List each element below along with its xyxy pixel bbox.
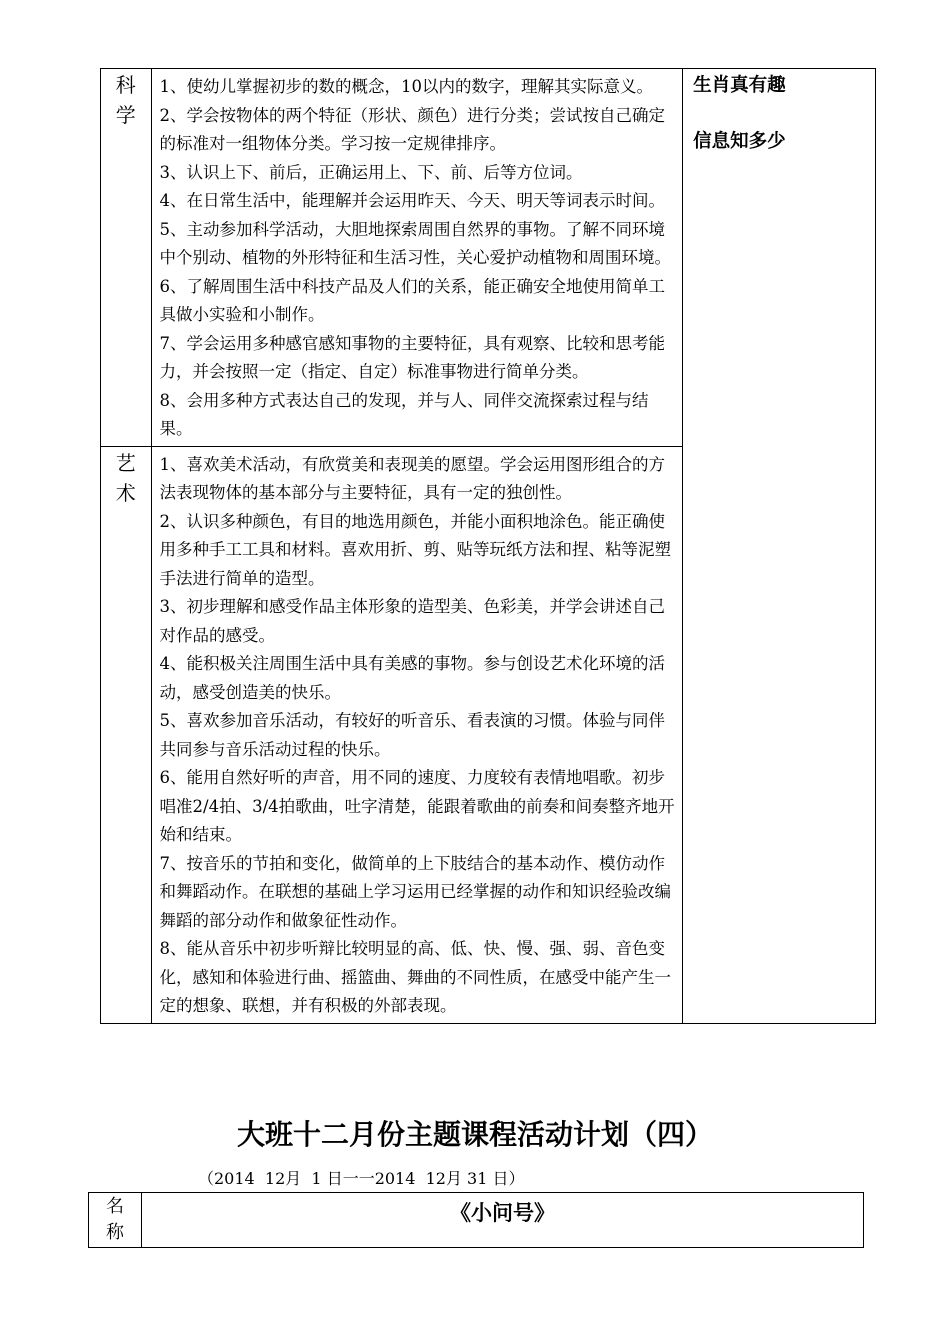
art-goal-2: 2、认识多种颜色，有目的地选用颜色，并能小面积地涂色。能正确使用多种手工工具和材料。喜欢用折、剪、贴等玩纸方法和捏、粘等泥塑手法进行简单的造型。 <box>159 511 672 588</box>
theme-name-cell <box>142 1193 864 1248</box>
name-label-cell <box>89 1193 142 1248</box>
science-goal-2: 2、学会按物体的两个特征（形状、颜色）进行分类；尝试按自己确定的标准对一组物体分类。学习按一定规律排序。 <box>159 105 666 153</box>
art-goal-8: 8、能从音乐中初步听辩比较明显的高、低、快、慢、强、弱、音色变化，感知和体验进行曲、摇篮曲、舞曲的不同性质，在感受中能产生一定的想象、联想，并有积极的外部表现。 <box>159 939 672 1015</box>
art-label-text: 艺 术 <box>115 450 136 505</box>
art-goal-1: 1、喜欢美术活动，有欣赏美和表现美的愿望。学会运用图形组合的方法表现物体的基本部分与主要特征，具有一定的独创性。 <box>159 454 666 502</box>
science-goal-1: 1、使幼儿掌握初步的数的概念，10以内的数字，理解其实际意义。 <box>159 77 654 96</box>
theme-name-row <box>89 1193 864 1248</box>
plan-title: 大班十二月份主题课程活动计划（四） <box>236 1118 713 1151</box>
topic-zodiac: 生肖真有趣 <box>693 75 786 96</box>
art-goal-6: 6、能用自然好听的声音，用不同的速度、力度较有表情地唱歌。初步唱准2/4拍、3/4拍歌曲，吐字清楚，能跟着歌曲的前奏和间奏整齐地开始和结束。 <box>159 768 675 844</box>
art-goal-3: 3、初步理解和感受作品主体形象的造型美、色彩美，并学会讲述自己对作品的感受。 <box>159 597 666 645</box>
topic-column <box>683 69 876 1024</box>
science-row <box>101 69 876 447</box>
science-subject-label <box>101 69 152 447</box>
science-goal-4: 4、在日常生活中，能理解并会运用昨天、今天、明天等词表示时间。 <box>159 191 666 210</box>
science-goals <box>151 69 683 447</box>
science-goal-5: 5、主动参加科学活动，大胆地探索周围自然界的事物。了解不同环境中个别动、植物的外形特征和生活习性，关心爱护动植物和周围环境。 <box>159 219 672 267</box>
art-goal-5: 5、喜欢参加音乐活动，有较好的听音乐、看表演的习惯。体验与同伴共同参与音乐活动过程的快乐。 <box>159 711 666 759</box>
science-goal-7: 7、学会运用多种感官感知事物的主要特征，具有观察、比较和思考能力，并会按照一定（指定、自定）标准事物进行简单分类。 <box>159 333 666 381</box>
plan-date-range: （2014 12月 1 日一一2014 12月 31 日） <box>198 1169 525 1188</box>
science-goal-8: 8、会用多种方式表达自己的发现，并与人、同伴交流探索过程与结果。 <box>159 390 649 438</box>
science-goal-6: 6、了解周围生活中科技产品及人们的关系，能正确安全地使用简单工具做小实验和小制作。 <box>159 276 666 324</box>
science-label-text: 科 学 <box>115 73 136 127</box>
curriculum-goals-table <box>100 68 876 1024</box>
art-subject-label <box>101 446 152 1023</box>
art-goal-4: 4、能积极关注周围生活中具有美感的事物。参与创设艺术化环境的活动，感受创造美的快乐。 <box>159 654 666 702</box>
science-goal-3: 3、认识上下、前后，正确运用上、下、前、后等方位词。 <box>159 162 583 182</box>
art-goals <box>151 446 683 1023</box>
topic-information: 信息知多少 <box>693 131 786 152</box>
theme-name-table <box>88 1192 864 1248</box>
name-label-text: 名 称 <box>106 1196 124 1243</box>
theme-name-text: 《小问号》 <box>450 1201 555 1225</box>
art-goal-7: 7、按音乐的节拍和变化，做简单的上下肢结合的基本动作、模仿动作和舞蹈动作。在联想的基础上学习运用已经掌握的动作和知识经验改编舞蹈的部分动作和做象征性动作。 <box>159 853 672 930</box>
